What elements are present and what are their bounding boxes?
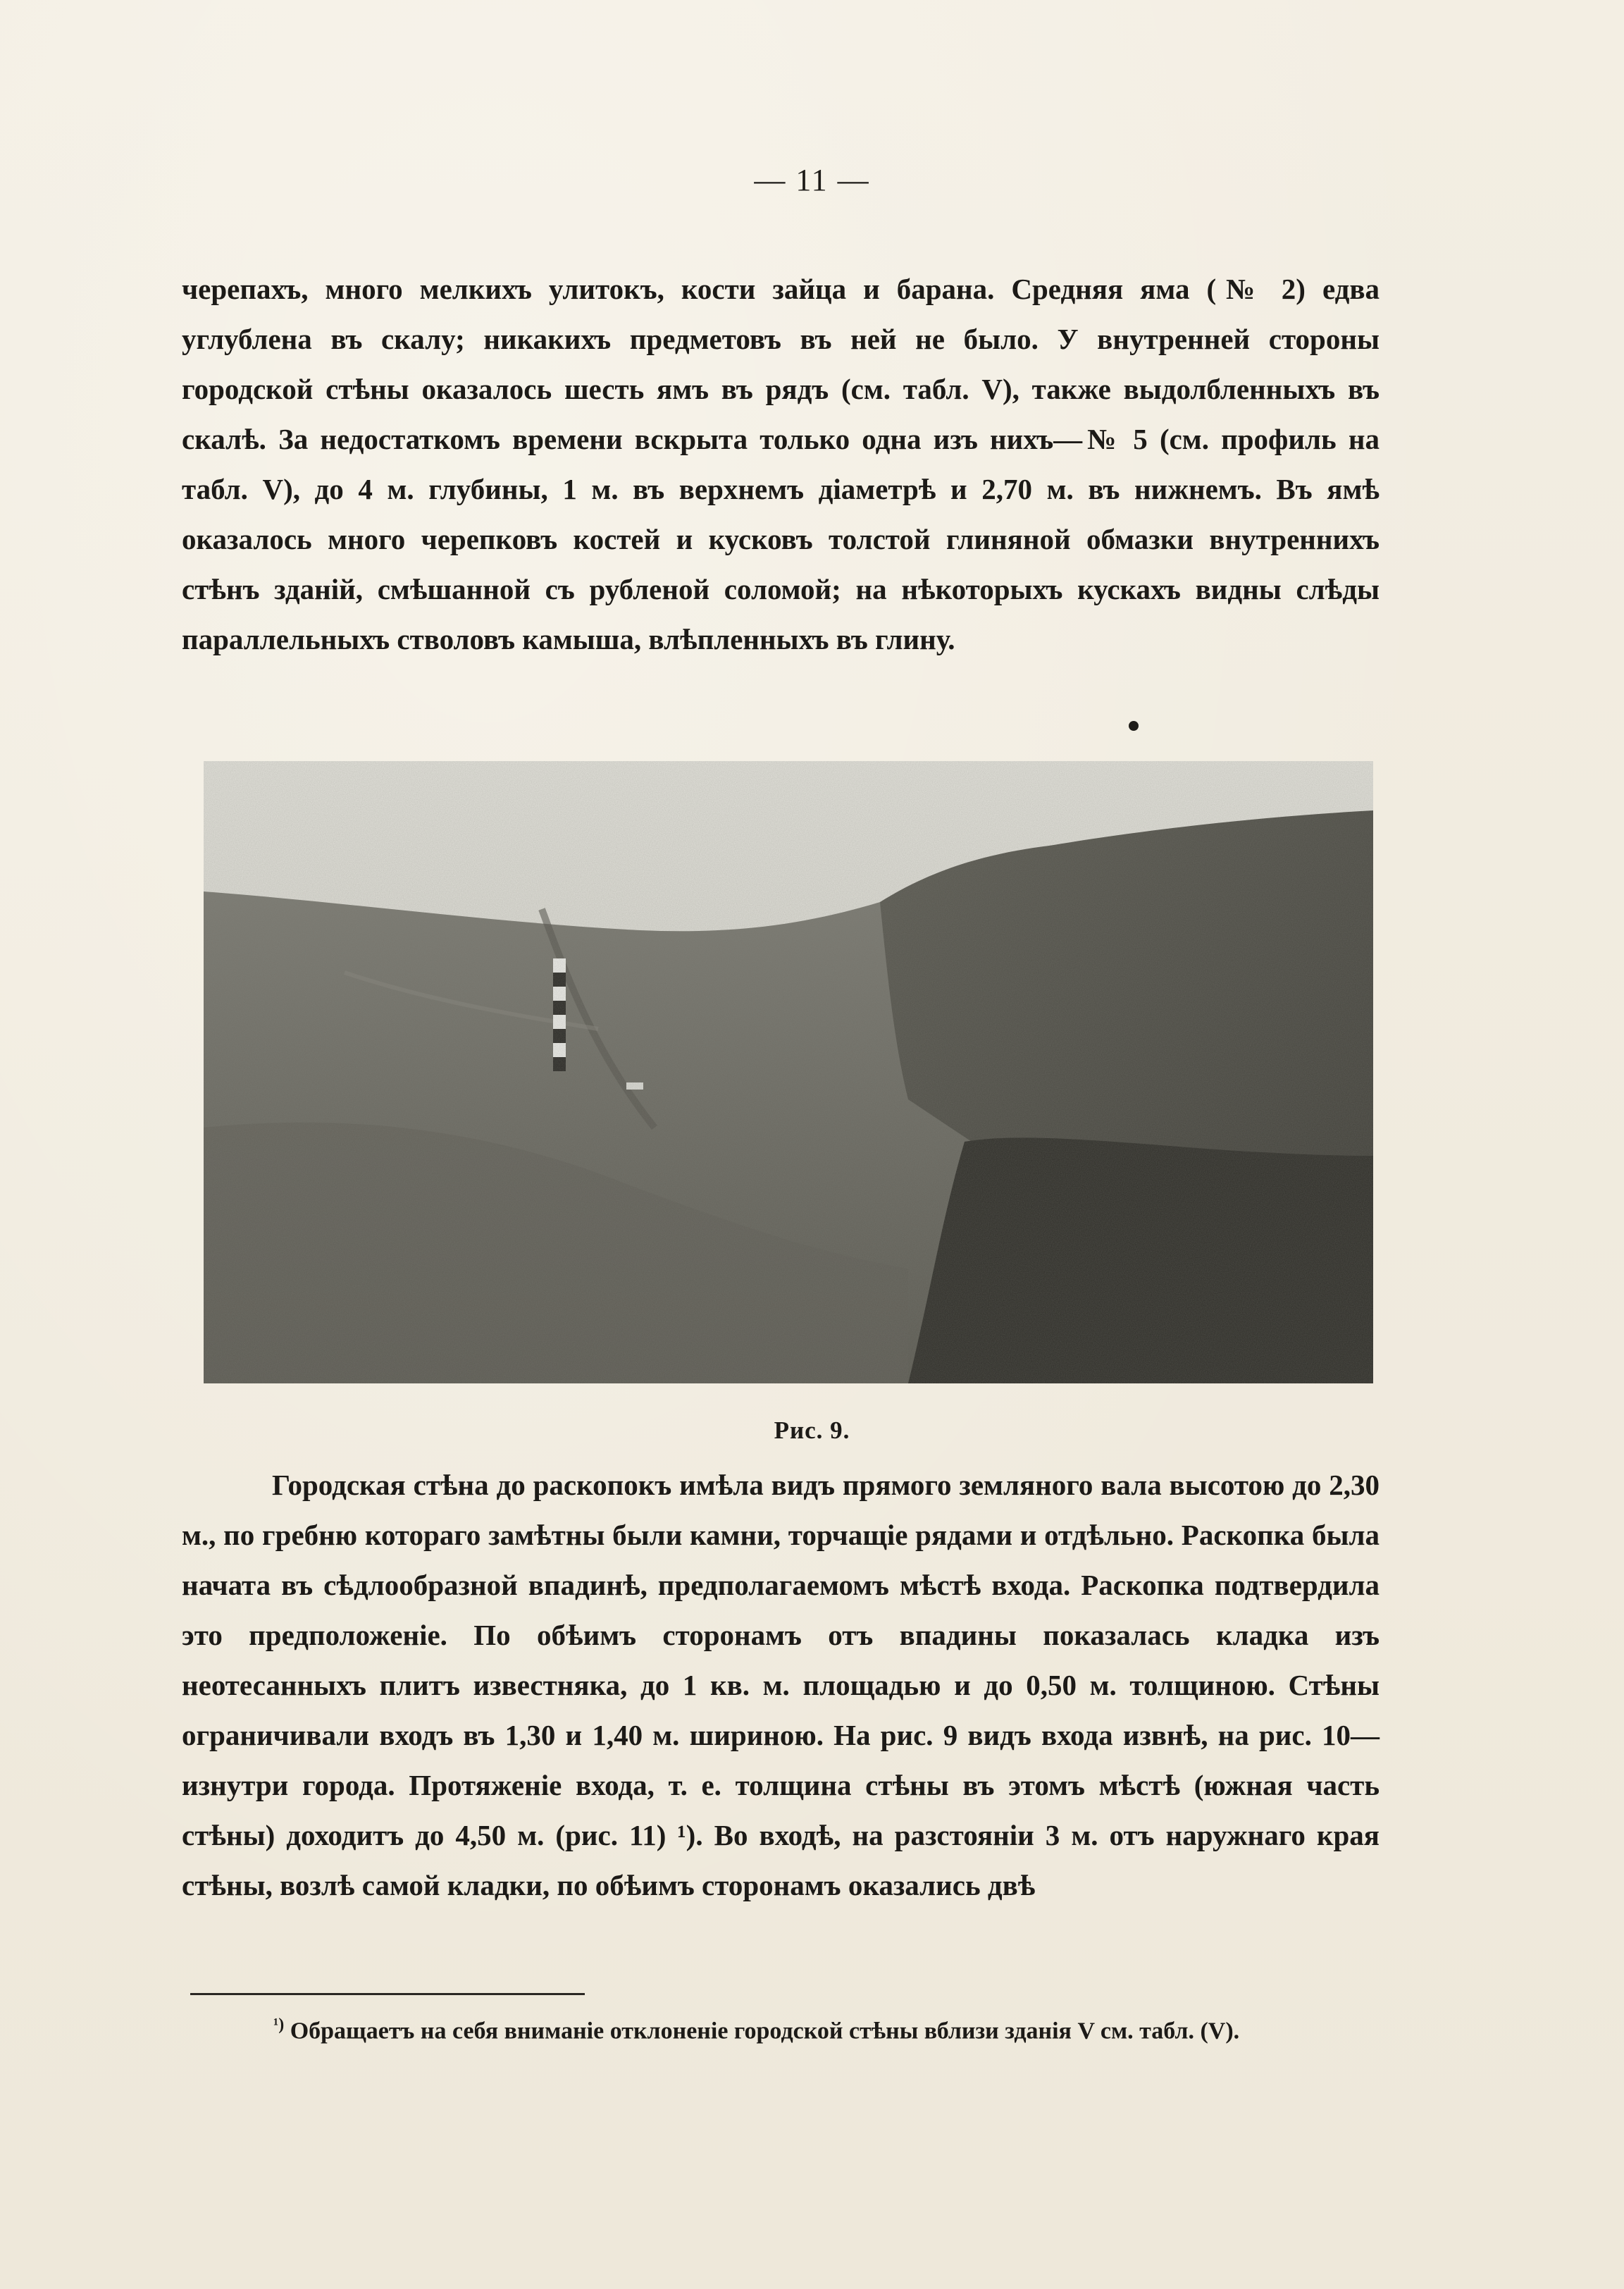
page-number: — 11 — (754, 163, 870, 197)
footnote-text: Обращаетъ на себя вниманіе отклоненіе городской стѣны вблизи зданія V см. табл. (V). (284, 2018, 1240, 2044)
paragraph-top: черепахъ, много мелкихъ улитокъ, кости зайца и барана. Средняя яма (№ 2) едва углублена въ скалу; никакихъ предметовъ въ ней не было. У внутренней стороны городской стѣны оказалось шесть ямъ въ рядъ (см. табл. V), также выдолбленныхъ въ скалѣ. За недостаткомъ времени вскрыта только одна изъ нихъ—№ 5 (см. профиль на табл. V), до 4 м. глубины, 1 м. въ верхнемъ діаметрѣ и 2,70 м. въ нижнемъ. Въ ямѣ оказалось много черепковъ костей и кусковъ толстой глиняной обмазки внутреннихъ стѣнъ зданій, смѣшанной съ рубленой соломой; на нѣкоторыхъ кускахъ видны слѣды параллельныхъ стволовъ камыша, влѣпленныхъ въ глину. (182, 273, 1380, 655)
paragraph-bottom: Городская стѣна до раскопокъ имѣла видъ прямого земляного вала высотою до 2,30 м., по гребню котораго замѣтны были камни, торчащіе рядами и отдѣльно. Раскопка была начата въ сѣдлообразной впадинѣ, предполагаемомъ мѣстѣ входа. Раскопка подтвердила это предположеніе. По обѣимъ сторонамъ отъ впадины показалась кладка изъ неотесанныхъ плитъ известняка, до 1 кв. м. площадью и до 0,50 м. толщиною. Стѣны ограничивали входъ въ 1,30 и 1,40 м. шириною. На рис. 9 видъ входа извнѣ, на рис. 10—изнутри города. Протяженіе входа, т. е. толщина стѣны въ этомъ мѣстѣ (южная часть стѣны) доходитъ до 4,50 м. (рис. 11) ¹). Во входѣ, на разстояніи 3 м. отъ наружнаго края стѣны, возлѣ самой кладки, по обѣимъ сторонамъ оказались двѣ (182, 1469, 1380, 1901)
figure-caption: Рис. 9. (774, 1417, 850, 1444)
excavation-photograph (204, 761, 1373, 1383)
footnote-divider (190, 1993, 585, 1995)
ink-spot (1129, 721, 1139, 731)
footnote (182, 2005, 1387, 2051)
footnote-marker: ¹) (273, 2016, 285, 2034)
